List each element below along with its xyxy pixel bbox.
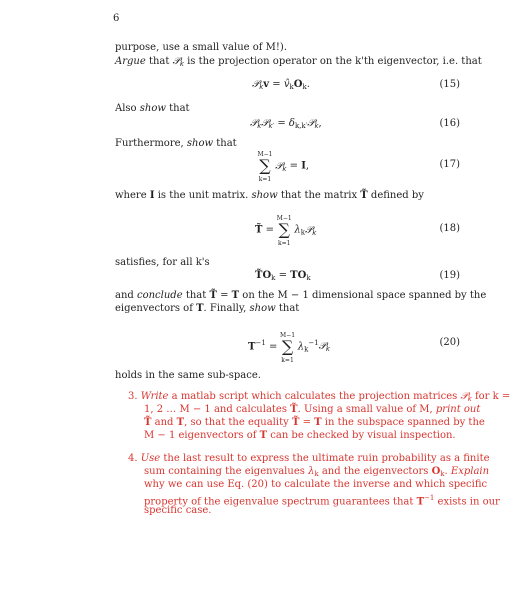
emphasis: Use xyxy=(140,453,161,464)
text-fragment: on the M − 1 dimensional space spanned by the xyxy=(242,290,487,301)
item-number: 3. xyxy=(128,391,138,402)
item-line: 1, 2 … M − 1 and calculates T̃. Using a small value of M, print out xyxy=(144,404,481,415)
item-line: why we can use Eq. (20) to calculate the inverse and which specific xyxy=(144,479,488,490)
text-fragment: and xyxy=(115,290,134,301)
text-fragment: that xyxy=(185,290,207,301)
equation-number: (16) xyxy=(439,118,460,129)
text-fragment: in the subspace spanned by the xyxy=(324,417,485,428)
emphasis: show xyxy=(186,138,214,149)
text-fragment: for k = xyxy=(474,391,511,402)
text-fragment: that xyxy=(148,56,170,67)
item-number: 4. xyxy=(128,453,138,464)
emphasis: show xyxy=(249,303,276,314)
item-line: 3. Write a matlab script which calculates the projection matrices 𝒫$_k$ for k = xyxy=(128,391,511,403)
equation-number: (20) xyxy=(439,337,460,348)
equation-number: (17) xyxy=(439,159,460,170)
emphasis: show xyxy=(139,103,166,114)
text-line xyxy=(115,56,482,70)
text-fragment: that xyxy=(278,303,300,314)
equation-16: 𝒫$_k$𝒫$_{k'}$ = $\delta_{k,k'}𝒫_k$, xyxy=(250,118,322,130)
text-fragment: that xyxy=(216,138,237,149)
text-fragment: defined by xyxy=(370,190,424,201)
text-line: satisfies, for all k's xyxy=(115,257,210,268)
item-line: specific case. xyxy=(144,505,212,516)
text-fragment: that xyxy=(169,103,190,114)
text-fragment: . Finally, xyxy=(203,303,247,314)
text-fragment: that the matrix xyxy=(280,190,358,201)
text-fragment: the last result to express the ultimate ruin probability as a finite xyxy=(163,453,490,464)
equation-number: (19) xyxy=(439,270,460,281)
item-line: M − 1 eigenvectors of T can be checked by visual inspection. xyxy=(144,430,456,441)
emphasis: Write xyxy=(140,391,169,402)
page-number: 6 xyxy=(113,13,120,24)
emphasis: conclude xyxy=(137,290,183,301)
equation-number: (18) xyxy=(439,223,460,234)
text-fragment: Also xyxy=(115,103,137,114)
text-fragment: eigenvectors of xyxy=(115,303,193,314)
equation-19: $T̃O_k = TO_k$ xyxy=(255,270,311,282)
text-fragment: and the eigenvectors xyxy=(321,466,429,477)
emphasis: Argue xyxy=(115,56,146,67)
text-fragment: a matlab script which calculates the projection matrices xyxy=(171,391,458,402)
emphasis: show xyxy=(251,190,278,201)
text-line: eigenvectors of T. Finally, show that xyxy=(115,303,300,314)
text-fragment: 1, 2 … M − 1 and calculates xyxy=(144,404,287,415)
item-line: T̃ and T, so that the equality T̃ = T in the subspace spanned by the xyxy=(144,417,485,428)
text-fragment: exists in our xyxy=(437,496,500,508)
item-line xyxy=(128,453,490,465)
text-fragment: M − 1 eigenvectors of xyxy=(144,430,257,441)
text-line: where I is the unit matrix. show that the matrix T̃ defined by xyxy=(115,190,424,201)
equation-18: T̃ = M−1 ∑ k=1 $\lambda_k𝒫_k$ xyxy=(255,215,317,247)
item-line: sum containing the eigenvalues $\lambda_k$ and the eigenvectors $O_k$. Explain xyxy=(144,466,490,478)
text-line xyxy=(115,138,237,150)
text-fragment: where xyxy=(115,190,147,201)
text-fragment: is the unit matrix. xyxy=(157,190,249,201)
text-line: holds in the same sub-space. xyxy=(115,370,261,381)
text-fragment: is the projection operator on the k'th eigenvector, i.e. that xyxy=(187,56,482,67)
equation-20: $T^{-1}$ = M−1 ∑ k=1 $\lambda_k^{-1}𝒫_k$ xyxy=(248,331,330,364)
item-line: property of the eigenvalue spectrum guarantees that $T^{-1}$ exists in our xyxy=(144,494,500,508)
text-line: and conclude that T̃ = T on the M − 1 dimensional space spanned by the xyxy=(115,290,487,301)
emphasis: Explain xyxy=(450,466,490,477)
text-line xyxy=(115,103,190,115)
equation-number: (15) xyxy=(439,79,460,90)
text-fragment: Furthermore, xyxy=(115,138,184,149)
equation-15: 𝒫$_k$v = $v̂_kO_k$. xyxy=(252,79,310,91)
text-fragment: can be checked by visual inspection. xyxy=(270,430,456,441)
text-fragment: and xyxy=(154,417,174,428)
text-line: purpose, use a small value of M!). xyxy=(115,42,287,53)
text-fragment: , so that the equality xyxy=(184,417,289,428)
text-fragment: sum containing the eigenvalues xyxy=(144,466,305,477)
emphasis: print out xyxy=(435,404,481,415)
text-fragment: . Using a small value of M, xyxy=(297,404,433,415)
text-fragment: property of the eigenvalue spectrum guarantees that xyxy=(144,496,414,508)
math-symbol: 𝒫$_k$ xyxy=(172,56,184,68)
equation-17: M−1 ∑ k=1 𝒫$_k$ = I, xyxy=(257,151,310,183)
